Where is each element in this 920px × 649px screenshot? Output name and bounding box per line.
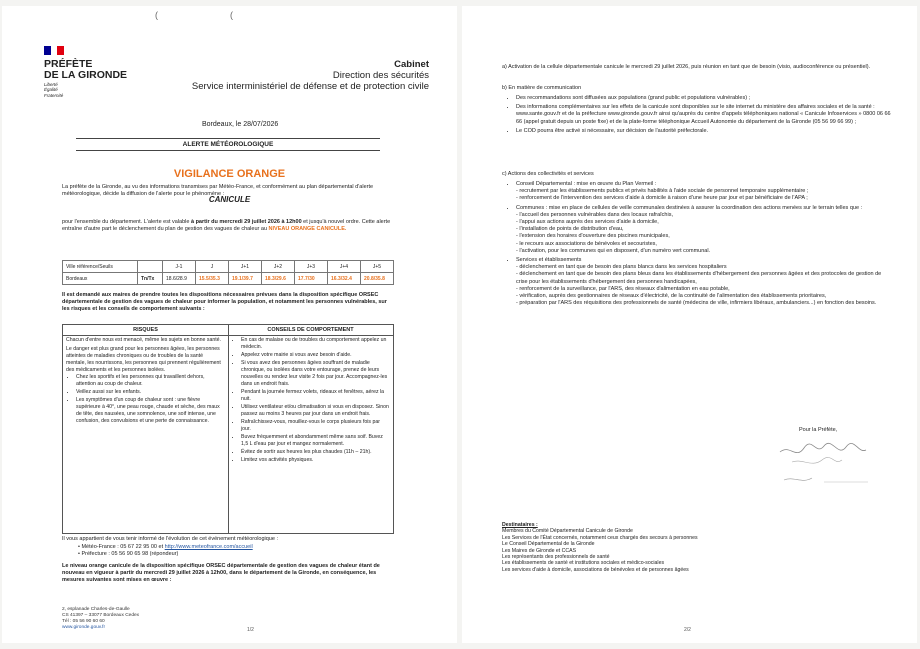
- issuing-service: Cabinet Direction des sécurités Service interministériel de défense et de protection civile: [191, 59, 429, 92]
- list-item: Le Conseil Départemental de la Gironde: [502, 541, 595, 548]
- list-item: • Appelez votre mairie si vous avez besoin d'aide.: [241, 352, 389, 359]
- list-item: • Des informations complémentaires sur les effets de la canicule sont disponibles sur le site internet du ministère des affaires sociales et de la santé : www.sante.gouv.fr et de la préfecture www.gironde.gouv.fr ainsi qu'auprès du centre d'appels téléphoniques national « Canicule Infoservices » 0800 06 66 66 (appel gratuit depuis un poste fixe) et de la plate-forme téléphonique Accueil Autonomie du département de la Gironde (05 56 99 66 99) ;: [516, 104, 892, 126]
- phenomenon-name: CANICULE: [208, 195, 251, 204]
- table-header: J+4: [328, 261, 361, 273]
- list-item: • Des recommandations sont diffusées aux populations (grand public et populations vulnérables) ;: [516, 95, 892, 102]
- intro-paragraph: La préfète de la Gironde, au vu des informations transmises par Météo-France, et conformément au plan départemental d'alerte météorologique, décide la diffusion de l'alerte pour le phénomène :: [62, 184, 374, 198]
- table-cell: 15.5/35.3: [196, 273, 229, 285]
- table-header: [138, 261, 163, 273]
- list-item: • Évitez de sortir aux heures les plus chaudes (11h – 21h).: [241, 449, 389, 456]
- list-item: • Communes : mise en place de cellules de veille communales destinées à assurer la coordination des actions menées sur le terrain telles que : - l'accueil des personnes vulnérables dans des locaux rafraîchis, - l'appui aux actions auprès des services d'aide à domicile, - l'installation de points de distribution d'eau, - l'extension des horaires d'ouverture des piscines municipales, - le recours aux associations de bénévoles et secouristes, - l'activation, pour les communes qui en disposent, d'un numéro vert communal.: [516, 205, 892, 255]
- list-item: Les établissements de santé et institutions sociales et médico-sociales: [502, 560, 665, 567]
- signature-label: Pour la Préfète,: [799, 427, 838, 433]
- table-header-row: [63, 261, 394, 273]
- list-item: • Chez les sportifs et les personnes qui travaillent dehors, attention au coup de chaleur.: [76, 374, 224, 388]
- republic-motto: Liberté Égalité Fraternité: [44, 82, 64, 98]
- risks-advice-box: [62, 324, 394, 534]
- table-header: J+3: [295, 261, 328, 273]
- inform-paragraph: Il vous appartient de vous tenir informé de l'évolution de cet événement météorologique :: [62, 536, 278, 542]
- list-item: • Préfecture : 05 56 90 65 98 (répondeur): [78, 551, 179, 558]
- list-item: • Conseil Départemental : mise en œuvre du Plan Vermeil : - recrutement par les établissements publics et privés habilités à l'aide sociale de personnel temporaire supplémentaire ; - renforcement de l'intervention des services d'aide à domicile à raison d'une heure par jour et par bénéficiaire de l'APA ;: [516, 181, 892, 203]
- risks-text: Chacun d'entre nous est menacé, même les sujets en bonne santé.: [66, 337, 221, 343]
- table-cell: 16.3/32.4: [328, 273, 361, 285]
- table-header: Ville référence/Seuils: [63, 261, 138, 273]
- section-a: a) Activation de la cellule départementale canicule le mercredi 29 juillet 2026, puis réunion en tant que de besoin (visio, audioconférence ou présentiel).: [502, 64, 871, 70]
- table-header: J+5: [361, 261, 394, 273]
- table-cell: 20.8/35.8: [361, 273, 394, 285]
- table-cell: 19.1/39.7: [229, 273, 262, 285]
- table-header: J: [196, 261, 229, 273]
- section-c-list: [502, 181, 892, 309]
- list-item: • Météo-France : 05 67 22 95 00 et http://www.meteofrance.com/accueil: [78, 544, 253, 550]
- list-item: Membres du Comité Départemental Canicule de Gironde: [502, 528, 633, 535]
- document-date: Bordeaux, le 28/07/2026: [202, 121, 279, 128]
- threshold-table: [62, 260, 394, 285]
- meteo-link[interactable]: http://www.meteofrance.com/accueil: [164, 544, 253, 550]
- table-header: J-1: [163, 261, 196, 273]
- risks-column: [66, 337, 224, 426]
- table-header: J+1: [229, 261, 262, 273]
- vigilance-level: VIGILANCE ORANGE: [173, 168, 286, 180]
- scan-mark: (: [230, 10, 233, 20]
- prefecture-name: PRÉFÈTE DE LA GIRONDE: [44, 58, 128, 81]
- risks-text: Le danger est plus grand pour les personnes âgées, les personnes atteintes de maladies chroniques ou de troubles de la santé mentale, les nourrissons, les personnes qui prennent régulièrement des médicaments et les personnes isolées.: [66, 346, 221, 373]
- validity-paragraph: pour l'ensemble du département. L'alerte est valable à partir du mercredi 29 juillet 2026 à 12h00 et jusqu'à nouvel ordre. Cette alerte entraîne d'autre part le déclenchement du plan de gestion des vagues de chaleur au NIVEAU ORANGE CANICULE.: [62, 219, 391, 233]
- advice-header: CONSEILS DE COMPORTEMENT: [228, 325, 393, 336]
- list-item: • Le COD pourra être activé si nécessaire, sur décision de l'autorité préfectorale.: [516, 128, 892, 135]
- level-note: Le niveau orange canicule de la disposition spécifique ORSEC départementale de gestion des vagues de chaleur étant de nouveau en vigueur à partir du mercredi 29 juillet 2026 à 12h00, dans le département de la Gironde, en conséquence, les mesures suivantes sont mises en œuvre :: [62, 563, 380, 584]
- table-cell: Bordeaux: [63, 273, 138, 285]
- list-item: Les représentants des professionnels de santé: [502, 554, 610, 561]
- list-item: Les services d'aide à domicile, associations de bénévoles et de personnes âgées: [502, 566, 689, 573]
- footer-address: 2, esplanade Charles-de-Gaulle CS 41397 – 33077 Bordeaux Cedex Tél : 05 56 90 60 60 www.gironde.gouv.fr: [62, 607, 140, 630]
- list-item: Les Maires de Gironde et CCAS: [502, 547, 577, 554]
- page-1: [2, 6, 457, 643]
- list-item: • Les symptômes d'un coup de chaleur sont : une fièvre supérieure à 40°, une peau rouge, chaude et sèche, des maux de tête, des nausées, une somnolence, une soif intense, une confusion, des convulsions et une perte de connaissance.: [76, 397, 224, 425]
- section-b-title: b) En matière de communication: [502, 85, 582, 91]
- table-cell: 18.3/29.6: [262, 273, 295, 285]
- section-b-list: [502, 95, 892, 137]
- table-cell: 18.6/28.9: [163, 273, 196, 285]
- list-item: • Limitez vos activités physiques.: [241, 457, 389, 464]
- list-item: • Pendant la journée fermez volets, rideaux et fenêtres, aérez la nuit.: [241, 389, 389, 403]
- contacts-list: [78, 544, 394, 558]
- list-item: • Services et établissements - déclenchement en tant que de besoin des plans blancs dans les services hospitaliers - déclenchement en tant que de besoin des plans bleus dans les établissements d'hébergement des personnes âgées et des protocoles de gestion de crise pour les établissements d'hébergement des personnes handicapées, - renforcement de la surveillance, par l'ARS, des réseaux d'alimentation en eau potable, - vérification, auprès des gestionnaires de réseaux d'électricité, de la continuité de l'alimentation des établissements prioritaires, - préparation par l'ARS des réquisitions des professionnels de santé (médecins de ville, infirmiers libéraux, ambulanciers...) en fonction des besoins.: [516, 257, 892, 307]
- alert-title: ALERTE MÉTÉOROLOGIQUE: [76, 138, 380, 151]
- list-item: • Buvez fréquemment et abondamment même sans soif. Buvez 1,5 L d'eau par jour et mangez normalement.: [241, 434, 389, 448]
- page-2: [462, 6, 917, 643]
- section-c-title: c) Actions des collectivités et services: [502, 171, 594, 177]
- page-number: 1/2: [247, 627, 254, 633]
- list-item: • Veillez aussi sur les enfants.: [76, 389, 224, 396]
- page-number: 2/2: [684, 627, 691, 633]
- recipients-list: Destinataires : Membres du Comité Départemental Canicule de Gironde Les Services de l'État concernés, notamment ceux chargés des secours à personnes Le Conseil Départemental de la Gironde Les Maires de Gironde et CCAS Les représentants des professionnels de santé Les établissements de santé et institutions sociales et médico-sociales Les services d'aide à domicile, associations de bénévoles et de personnes âgées: [502, 522, 882, 573]
- advice-column: [231, 337, 389, 465]
- list-item: • Rafraîchissez-vous, mouillez-vous le corps plusieurs fois par jour.: [241, 419, 389, 433]
- table-cell: 17.7/30: [295, 273, 328, 285]
- signature-image: [772, 438, 872, 488]
- table-row: [63, 273, 394, 285]
- table-header: J+2: [262, 261, 295, 273]
- list-item: • En cas de malaise ou de troubles du comportement appelez un médecin.: [241, 337, 389, 351]
- risks-header: RISQUES: [63, 325, 228, 336]
- prefecture-website-link[interactable]: www.gironde.gouv.fr: [62, 625, 106, 630]
- scan-mark: (: [155, 10, 158, 20]
- table-cell: Tn/Tx: [138, 273, 163, 285]
- list-item: Les Services de l'État concernés, notamment ceux chargés des secours à personnes: [502, 534, 698, 541]
- list-item: • Utilisez ventilateur et/ou climatisation si vous en disposez. Sinon passez au moins 3 heures par jour dans un endroit frais.: [241, 404, 389, 418]
- mayors-request: Il est demandé aux maires de prendre toutes les dispositions nécessaires prévues dans la disposition spécifique ORSEC départementale de gestion des vagues de chaleur pour informer la population, et notamment les personnes vulnérables, sur les risques et les conseils de comportement suivants :: [62, 292, 387, 313]
- list-item: • Si vous avez des personnes âgées souffrant de maladie chronique, ou isolées dans votre entourage, prenez de leurs nouvelles ou rendez leur visite 2 fois par jour. Accompagnez-les dans un endroit frais.: [241, 360, 389, 388]
- marianne-logo-flag: [44, 46, 64, 55]
